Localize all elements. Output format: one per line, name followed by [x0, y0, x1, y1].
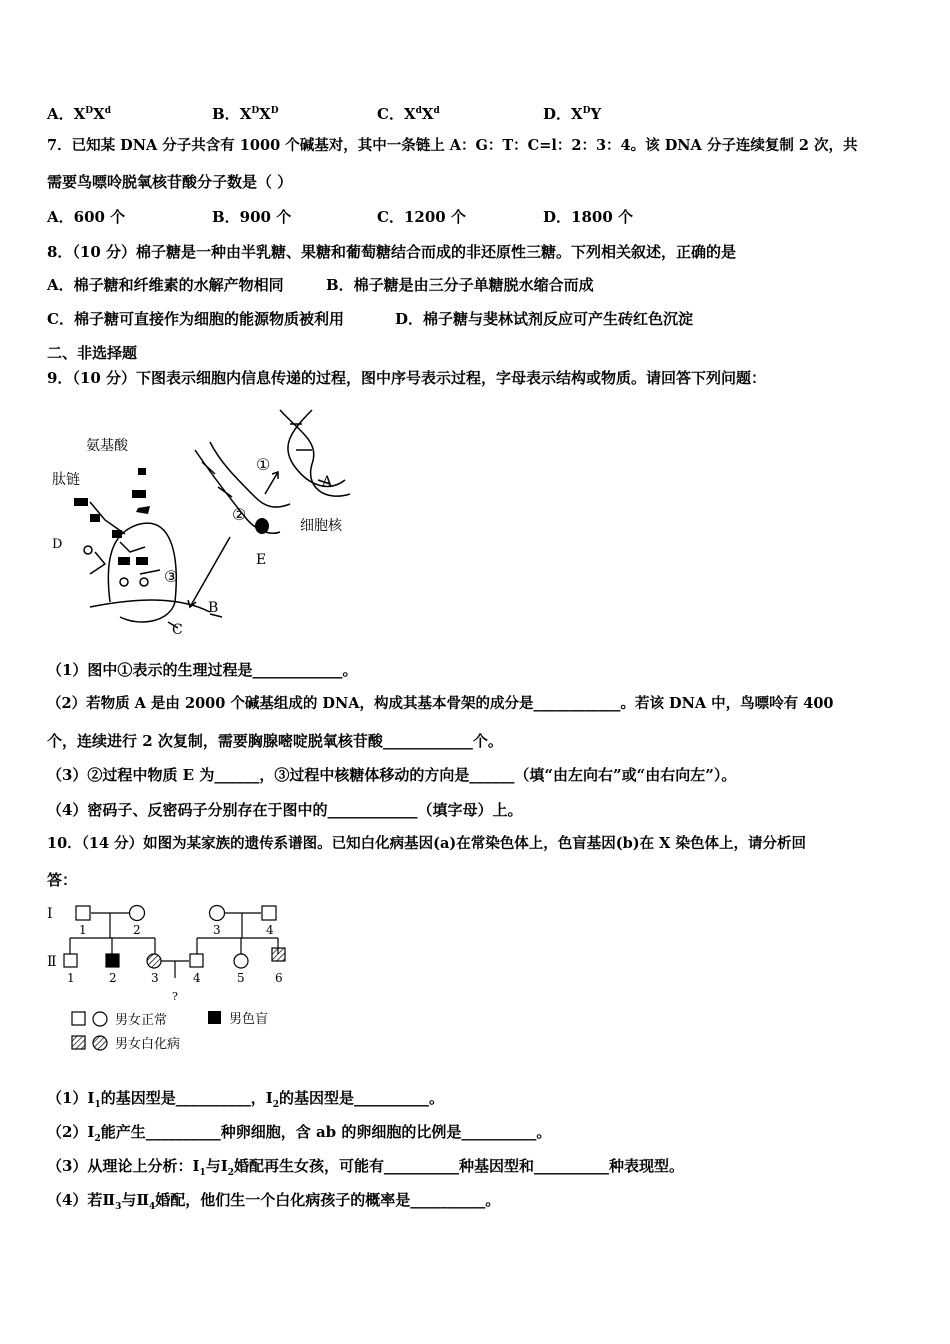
pedigree-ii2-male-colorblind — [106, 954, 119, 967]
peptide-block-1 — [74, 498, 88, 506]
q7-option-c: C．1200 个 — [377, 208, 466, 226]
label-n2: ② — [232, 505, 247, 524]
trna-d — [84, 546, 92, 554]
label-e: E — [256, 552, 267, 568]
pedigree-ii6-male-albino — [272, 948, 285, 961]
pedigree-i3-female-normal — [210, 906, 225, 921]
arrow-to-cytoplasm — [190, 537, 230, 607]
label-b: B — [208, 600, 219, 616]
q9-part3: （3）②过程中物质 E 为______，③过程中核糖体移动的方向是______（填“由左向右”或“由右向左”）。 — [47, 766, 737, 784]
num-ii2: 2 — [109, 971, 117, 985]
num-ii1: 1 — [67, 971, 75, 985]
pedigree-i4-male-normal — [262, 906, 276, 920]
label-a: A — [322, 474, 333, 490]
pedigree-ii3-female-albino — [147, 954, 161, 968]
num-i3: 3 — [213, 923, 221, 937]
q8-option-d: D．棉子糖与斐林试剂反应可产生砖红色沉淀 — [395, 310, 694, 328]
q7-stem-line2: 需要鸟嘌呤脱氧核苷酸分子数是（ ） — [47, 173, 293, 191]
legend-colorblind: 男色盲 — [229, 1012, 269, 1027]
q8-option-c: C．棉子糖可直接作为细胞的能源物质被利用 — [47, 310, 344, 328]
q7-option-a: A．600 个 — [47, 208, 126, 226]
num-ii6: 6 — [275, 971, 283, 985]
pedigree-ii5-female-normal — [234, 954, 248, 968]
num-ii3: 3 — [151, 971, 159, 985]
peptide-block-3 — [112, 530, 122, 538]
q7-stem-line1: 7．已知某 DNA 分子共含有 1000 个碱基对，其中一条链上 A：G：T：C=l：2：3：4。该 DNA 分子连续复制 2 次，共 — [47, 137, 858, 154]
legend-albino: 男女白化病 — [115, 1037, 181, 1052]
label-amino-acid: 氨基酸 — [86, 438, 128, 454]
gen-label-i: Ⅰ — [47, 906, 53, 922]
q10-part2: $(2)Ⅰ_2$能产生__________种卵细胞，含 ab 的卵细胞的比例是__________。 — [47, 1123, 552, 1144]
q10-pedigree — [45, 898, 305, 1058]
amino-acid-1 — [138, 468, 146, 475]
peptide-block-2 — [90, 514, 100, 522]
label-peptide: 肽链 — [52, 472, 80, 488]
label-d: D — [52, 537, 63, 552]
legend-male-colorblind-icon — [208, 1011, 221, 1024]
q9-part2-line2: 个，连续进行 2 次复制，需要胸腺嘧啶脱氧核苷酸____________个。 — [47, 732, 503, 750]
amino-acid-3 — [136, 506, 150, 514]
legend-female-normal-icon — [93, 1012, 107, 1026]
legend-male-albino-icon — [72, 1036, 85, 1049]
q10-part1: $(1)Ⅰ_1$的基因型是__________，$Ⅰ_2$的基因型是__________。 — [47, 1089, 445, 1110]
num-ii5: 5 — [237, 971, 245, 985]
q8-stem: 8．（10 分）棉子糖是一种由半乳糖、果糖和葡萄糖结合而成的非还原性三糖。下列相关叙述，正确的是 — [47, 243, 737, 261]
pedigree-ii1-male-normal — [64, 954, 77, 967]
label-n1: ① — [256, 455, 271, 474]
num-ii4: 4 — [193, 971, 201, 985]
q10-stem-line2: 答： — [47, 871, 78, 889]
label-c: C — [172, 622, 183, 638]
dna-strand-2 — [288, 410, 345, 486]
q10-part4: （4）若$Ⅱ_3$与$Ⅱ_4$婚配，他们生一个白化病孩子的概率是__________。 — [47, 1191, 501, 1212]
q9-part2-line1: （2）若物质 A 是由 2000 个碱基组成的 DNA，构成其基本骨架的成分是____________。若该 DNA 中，鸟嘌呤有 400 — [47, 695, 834, 712]
legend-female-albino-icon — [93, 1036, 107, 1050]
substance-e — [255, 518, 269, 534]
q6-option-c: C．$X^dX^d$ — [377, 105, 440, 123]
num-i2: 2 — [133, 923, 141, 937]
label-nucleus: 细胞核 — [300, 518, 342, 534]
pedigree-i2-female-normal — [130, 906, 145, 921]
pedigree-ii4-male-normal — [190, 954, 203, 967]
label-n3: ③ — [164, 567, 179, 586]
q7-option-d: D．1800 个 — [543, 208, 633, 226]
q9-part1: （1）图中①表示的生理过程是____________。 — [47, 661, 358, 679]
gen-label-ii: Ⅱ — [47, 954, 57, 970]
q6-option-a: A．$X^DX^d$ — [47, 105, 112, 123]
ribosome-site-2 — [136, 557, 148, 565]
q6-option-b: B．$X^DX^D$ — [212, 105, 279, 123]
q9-stem: 9．（10 分）下图表示细胞内信息传递的过程，图中序号表示过程，字母表示结构或物质。请回答下列问题： — [47, 369, 767, 387]
q8-option-b: B．棉子糖是由三分子单糖脱水缩合而成 — [326, 276, 594, 294]
unknown-child: ? — [172, 990, 178, 1003]
legend-normal: 男女正常 — [115, 1013, 168, 1028]
q6-option-d: D．$X^DY$ — [543, 105, 602, 123]
num-i4: 4 — [266, 923, 274, 937]
q9-part4: （4）密码子、反密码子分别存在于图中的____________（填字母）上。 — [47, 801, 523, 819]
section-heading: 二、非选择题 — [47, 344, 138, 362]
amino-acid-2 — [132, 490, 146, 498]
ribosome-site-1 — [118, 557, 130, 565]
q10-part3: （3）从理论上分析：$Ⅰ_1$与$Ⅰ_2$婚配再生女孩，可能有__________种基因型和__________种表现型。 — [47, 1157, 685, 1178]
legend-male-normal-icon — [72, 1012, 85, 1025]
num-i1: 1 — [79, 923, 87, 937]
q10-stem-line1: 10．（14 分）如图为某家族的遗传系谱图。已知白化病基因(a)在常染色体上，色盲基因(b)在 X 染色体上，请分析回 — [47, 835, 806, 852]
q7-option-b: B．900 个 — [212, 208, 292, 226]
q9-figure — [50, 402, 380, 642]
q8-option-a: A．棉子糖和纤维素的水解产物相同 — [47, 276, 284, 294]
pedigree-i1-male-normal — [76, 906, 90, 920]
